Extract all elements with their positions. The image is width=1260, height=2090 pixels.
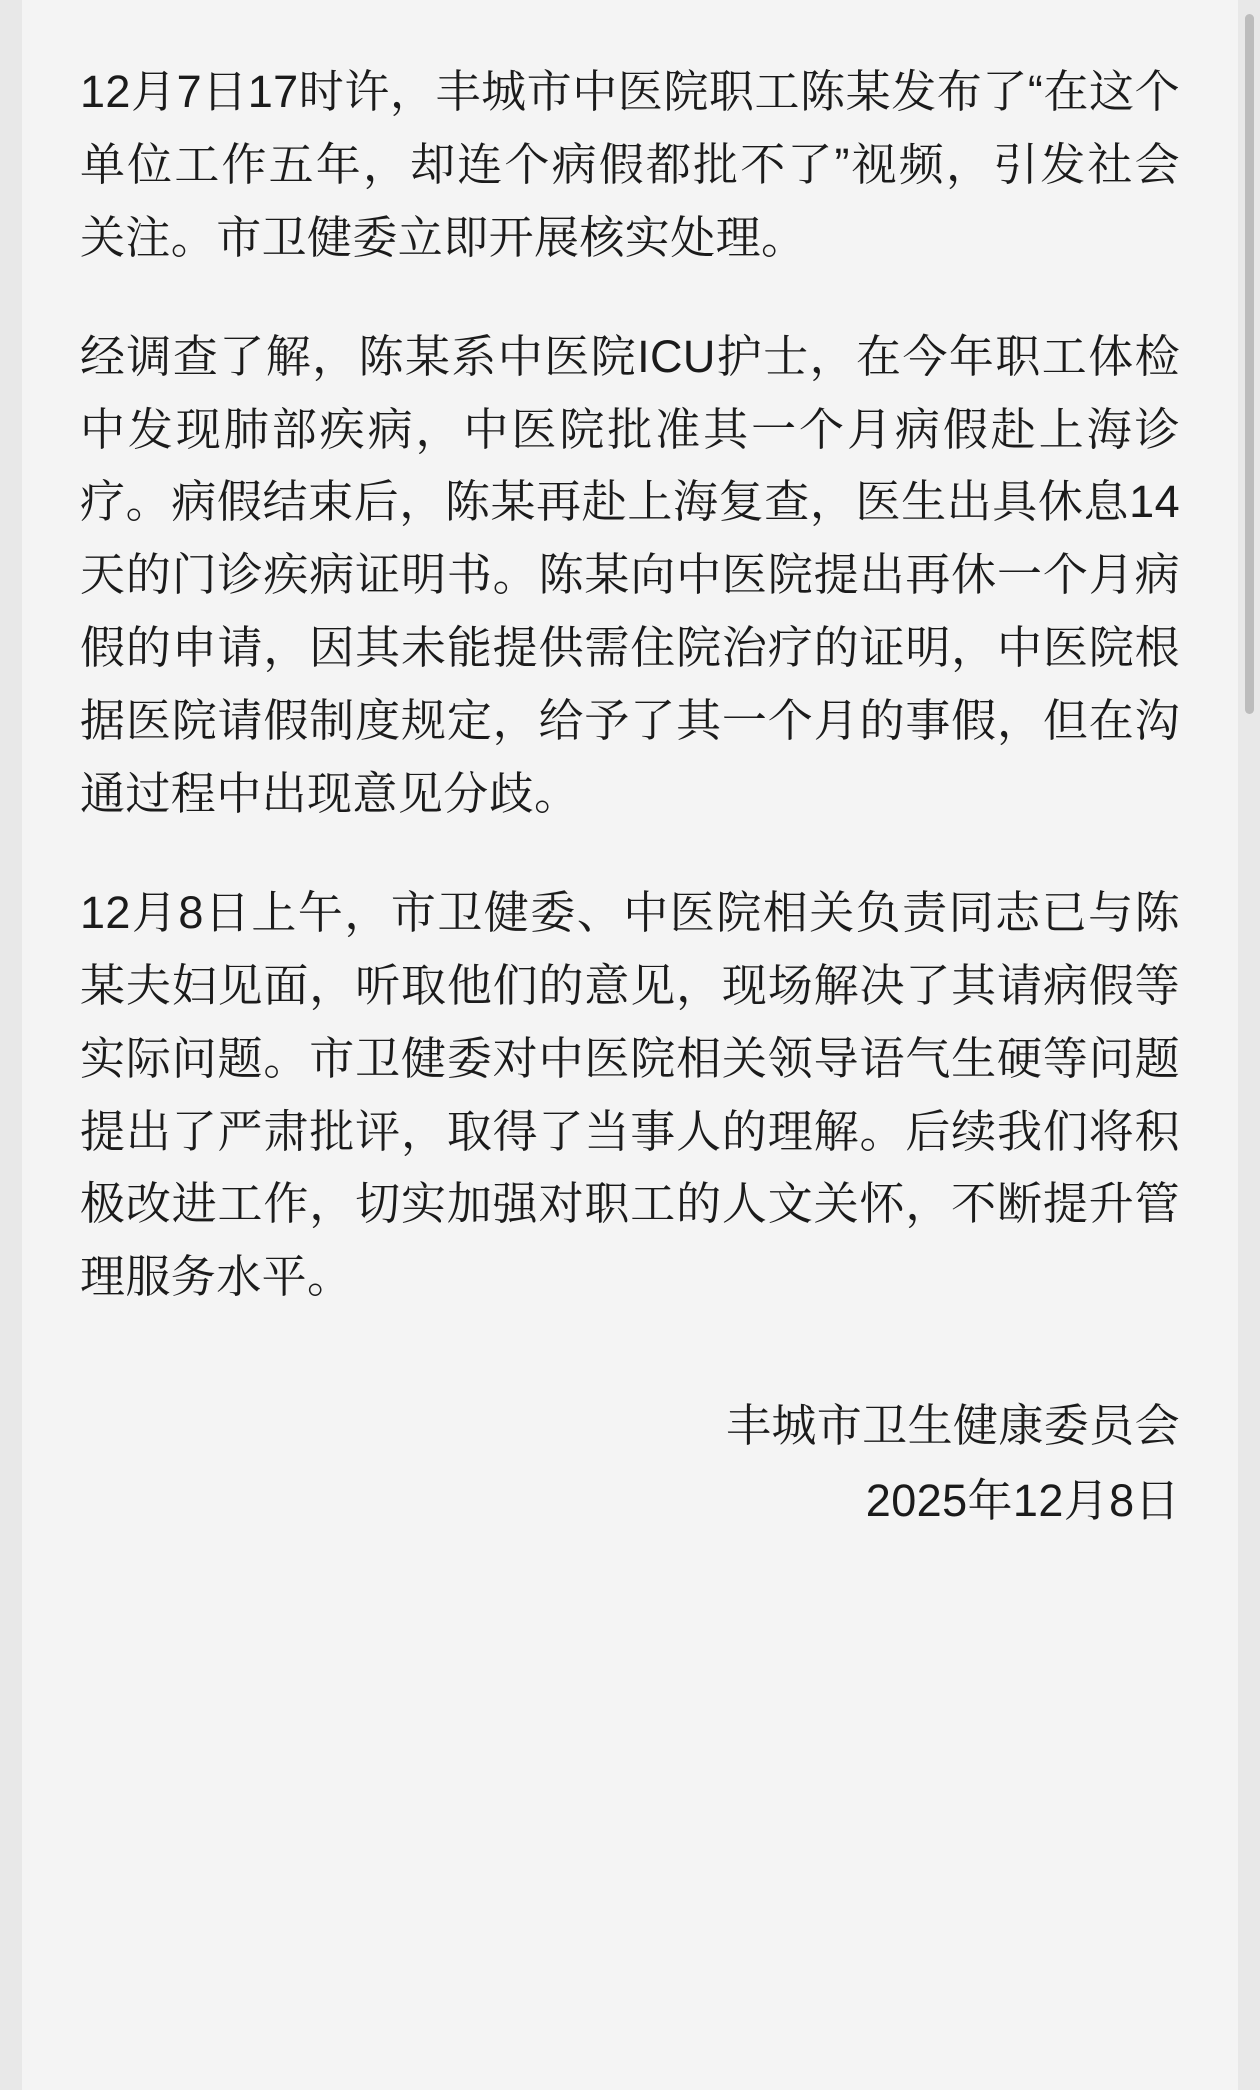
page-left-edge [0,0,22,2090]
document-body [80,56,1180,1535]
scrollbar-thumb[interactable] [1245,14,1254,714]
paragraph-3: 12月8日上午，市卫健委、中医院相关负责同志已与陈某夫妇见面，听取他们的意见，现场解决了其请病假等实际问题。市卫健委对中医院相关领导语气生硬等问题提出了严肃批评，取得了当事人的理解。后续我们将积极改进工作，切实加强对职工的人文关怀，不断提升管理服务水平。 [80,886,1180,1303]
signature-organization: 丰城市卫生健康委员会 [725,1400,1180,1452]
paragraph-2: 经调查了解，陈某系中医院ICU护士，在今年职工体检中发现肺部疾病，中医院批准其一个月病假赴上海诊疗。病假结束后，陈某再赴上海复查，医生出具休息14天的门诊疾病证明书。陈某向中医院提出再休一个月病假的申请，因其未能提供需住院治疗的证明，中医院根据医院请假制度规定，给予了其一个月的事假，但在沟通过程中出现意见分歧。 [80,330,1180,820]
signature-date: 2025年12月8日 [865,1474,1180,1526]
vertical-scrollbar[interactable] [1248,0,1257,2090]
paragraph-1: 12月7日17时许，丰城市中医院职工陈某发布了“在这个单位工作五年，却连个病假都批不了”视频，引发社会关注。市卫健委立即开展核实处理。 [80,66,1180,263]
signature-block [80,1392,1180,1535]
document-sheet [22,0,1238,2090]
